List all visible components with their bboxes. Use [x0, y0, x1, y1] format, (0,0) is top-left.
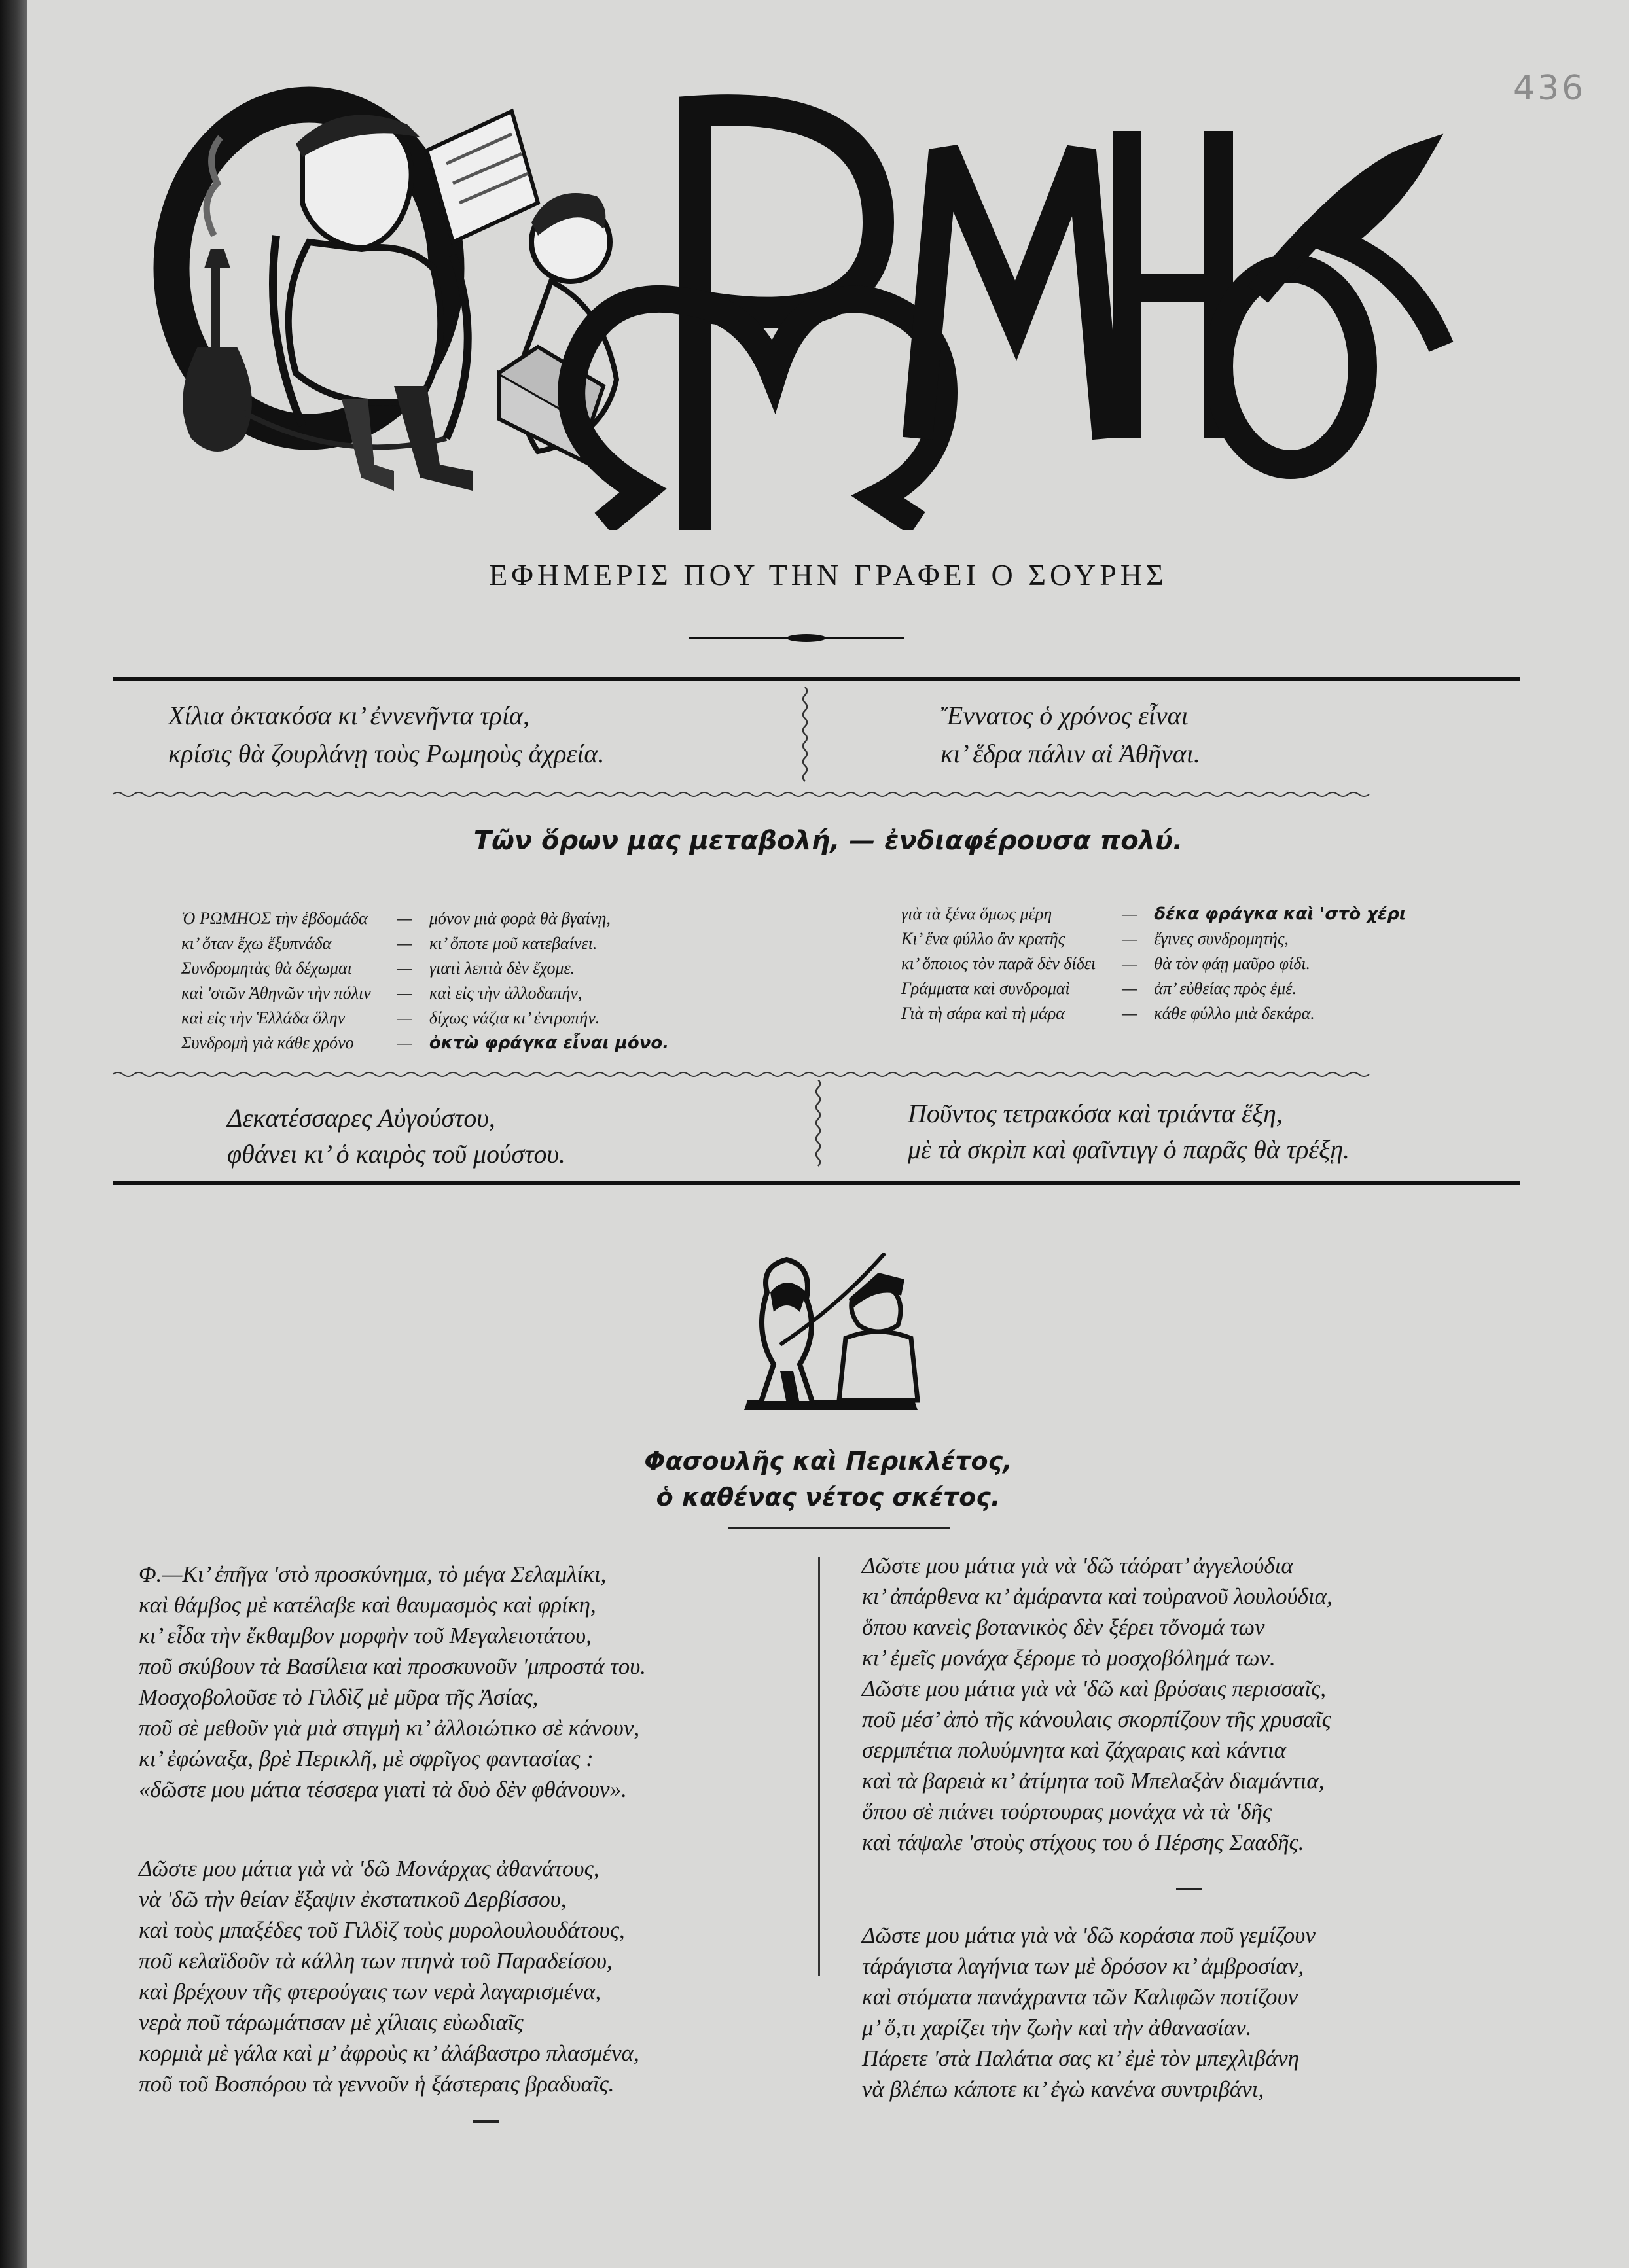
terms-row-first: καὶ 'στῶν Ἀθηνῶν τὴν πόλιν: [181, 983, 371, 1002]
terms-row: [901, 951, 1415, 976]
article-title-line1: Φασουλῆς καὶ Περικλέτος,: [644, 1447, 1012, 1476]
poem-right-stanza1: [862, 1551, 1333, 1858]
poem-line: καὶ τοὺς μπαξέδες τοῦ Γιλδὶζ τοὺς μυρολουλουδάτους,: [139, 1917, 625, 1943]
header-rule-top: [113, 677, 1520, 681]
poem-line: ποῦ κελαϊδοῦν τὰ κάλλη των πτηνὰ τοῦ Παραδείσου,: [139, 1948, 613, 1974]
date-right-line2: κι’ ἕδρα πάλιν αἱ Ἀθῆναι.: [940, 739, 1200, 768]
terms-row: [181, 906, 678, 931]
terms-row-second: ἀπ’ εὐθείας πρὸς ἐμέ.: [1154, 979, 1297, 998]
terms-row-first: Συνδρομητὰς θὰ δέχωμαι: [181, 959, 352, 978]
poem-line: κι’ εἶδα τὴν ἔκθαμβον μορφὴν τοῦ Μεγαλειοτάτου,: [139, 1623, 592, 1648]
terms-row-second: δέκα φράγκα καὶ 'στὸ χέρι: [1154, 904, 1406, 924]
poem-line: νὰ βλέπω κάποτε κι’ ἐγὼ κανένα συντριβάνι,: [862, 2076, 1264, 2102]
masthead-letter-eta: [1127, 131, 1219, 438]
poem-line: τάράγιστα λαγήνια των μὲ δρόσον κι’ ἀμβροσίαν,: [862, 1953, 1304, 1979]
poem-left-stanza2: [139, 1854, 639, 2100]
terms-row-dash: —: [1122, 929, 1137, 948]
poem-line: Δῶστε μου μάτια γιὰ νὰ 'δῶ Μονάρχας ἀθανάτους,: [139, 1856, 600, 1881]
terms-row-dash: —: [1122, 1004, 1137, 1023]
ornament-divider: [689, 631, 904, 645]
terms-heading: Τῶν ὅρων μας μεταβολή, — ἐνδιαφέρουσα πολύ.: [473, 826, 1183, 856]
poem-line: ὅπου σὲ πιάνει τούρτουρας μονάχα νὰ τὰ 'δῆς: [862, 1799, 1272, 1824]
terms-row: [181, 1006, 678, 1031]
terms-row: [181, 981, 678, 1006]
terms-row-dash: —: [397, 909, 412, 928]
terms-row-second: δίχως νάζια κι’ ἐντροπήν.: [429, 1008, 600, 1027]
terms-row-second: μόνον μιὰ φορὰ θὰ βγαίνῃ,: [429, 909, 611, 928]
wavy-rule-1: [113, 790, 1520, 799]
newspaper-page: [27, 0, 1629, 2268]
poem-line: ποῦ σκύβουν τὰ Βασίλεια καὶ προσκυνοῦν 'μπροστά του.: [139, 1654, 647, 1679]
terms-row-dash: —: [1122, 979, 1137, 998]
poem-line: καὶ τάψαλε 'στοὺς στίχους του ὁ Πέρσης Σααδῆς.: [862, 1830, 1304, 1855]
poem-line: καὶ στόματα πανάχραντα τῶν Καλιφῶν ποτίζουν: [862, 1984, 1298, 2010]
terms-row-second: ἔγινες συνδρομητής,: [1154, 929, 1289, 948]
terms-row-second: θὰ τὸν φάῃ μαῦρο φίδι.: [1154, 954, 1311, 973]
terms-row-first: κι’ ὅταν ἔχω ἔξυπνάδα: [181, 934, 332, 953]
terms-row-first: Κι’ ἕνα φύλλο ἂν κρατῆς: [901, 929, 1065, 948]
stanza-separator-left: [473, 2120, 499, 2123]
terms-right-table: [901, 902, 1415, 1026]
masthead-letter-omega: [571, 299, 944, 523]
date-divider: [800, 687, 810, 785]
terms-row: [181, 1031, 678, 1055]
poem-line: καὶ τὰ βαρειὰ κι’ ἀτίμητα τοῦ Μπελαξὰν διαμάντια,: [862, 1768, 1325, 1794]
terms-row-first: κι’ ὅποιος τὸν παρᾶ δὲν δίδει: [901, 954, 1096, 973]
terms-row: [901, 1001, 1415, 1026]
poem-line: Δῶστε μου μάτια γιὰ νὰ 'δῶ τάόρατ’ ἀγγελούδια: [862, 1553, 1293, 1578]
masthead-illustration: [145, 72, 1454, 530]
stanza-separator-right: [1176, 1888, 1202, 1890]
terms-row-second: ὀκτὼ φράγκα εἶναι μόνο.: [429, 1033, 670, 1053]
terms-row: [901, 976, 1415, 1001]
terms-row-first: Συνδρομὴ γιὰ κάθε χρόνο: [181, 1033, 354, 1052]
poem-line: κι’ ἀπάρθενα κι’ ἀμάραντα καὶ τοὐρανοῦ λουλούδια,: [862, 1584, 1333, 1609]
poem-line: ποῦ μέσ’ ἀπὸ τῆς κάνουλαις σκορπίζουν τῆς χρυσαῖς: [862, 1707, 1331, 1732]
poem-line: ποῦ τοῦ Βοσπόρου τὰ γεννοῦν ἡ ξάστεραις βραδυαῖς.: [139, 2071, 615, 2097]
masthead-subtitle: ΕΦΗΜΕΡΙΣ ΠΟΥ ΤΗΝ ΓΡΑΦΕΙ Ο ΣΟΥΡΗΣ: [489, 558, 1168, 592]
poem-line: «δῶστε μου μάτια τέσσερα γιατὶ τὰ δυὸ δὲν φθάνουν».: [139, 1777, 627, 1802]
terms-row-dash: —: [397, 1008, 412, 1027]
terms-row-second: κάθε φύλλο μιὰ δεκάρα.: [1154, 1004, 1315, 1023]
terms-row: [181, 956, 678, 981]
issue-left-line1: Δεκατέσσαρες Αὐγούστου,: [227, 1103, 495, 1133]
poem-line: νὰ 'δῶ τὴν θείαν ἔξαψιν ἐκστατικοῦ Δερβίσσου,: [139, 1887, 567, 1912]
poem-line: καὶ θάμβος μὲ κατέλαβε καὶ θαυμασμὸς καὶ φρίκη,: [139, 1592, 596, 1618]
terms-row: [901, 902, 1415, 927]
poem-line: κι’ ἐμεῖς μονάχα ξέρομε τὸ μοσχοβόλημά των.: [862, 1645, 1276, 1671]
title-underline: [728, 1527, 950, 1529]
poem-line: σερμπέτια πολυύμνητα καὶ ζάχαραις καὶ κάντια: [862, 1737, 1286, 1763]
terms-row-dash: —: [397, 959, 412, 978]
poem-line: Πάρετε 'στὰ Παλάτια σας κι’ ἐμὲ τὸν μπεχλιβάνη: [862, 2046, 1299, 2071]
column-divider: [818, 1557, 820, 1976]
terms-row-first: Ὁ ΡΩΜΗΟΣ τὴν ἑβδομάδα: [181, 909, 368, 928]
poem-line: Φ.—Κι’ ἐπῆγα 'στὸ προσκύνημα, τὸ μέγα Σελαμλίκι,: [139, 1561, 607, 1587]
header-rule-bottom: [113, 1181, 1520, 1185]
issue-left-line2: φθάνει κι’ ὁ καιρὸς τοῦ μούστου.: [227, 1139, 565, 1169]
terms-row-second: γιατὶ λεπτὰ δὲν ἔχομε.: [429, 959, 575, 978]
poem-left-stanza1: [139, 1559, 646, 1805]
masthead-letter-omicron-small: [1219, 268, 1363, 465]
terms-left-table: [181, 906, 678, 1055]
date-left-line1: Χίλια ὀκτακόσα κι’ ἐννενῆντα τρία,: [168, 701, 529, 730]
poem-line: Δῶστε μου μάτια γιὰ νὰ 'δῶ κοράσια ποῦ γεμίζουν: [862, 1922, 1316, 1948]
poem-line: καὶ βρέχουν τῆς φτερούγαις των νερὰ λαγαρισμένα,: [139, 1979, 601, 2004]
terms-row: [181, 931, 678, 956]
terms-row-second: καὶ εἰς τὴν ἀλλοδαπήν,: [429, 983, 582, 1002]
date-right-line1: Ἔννατος ὁ χρόνος εἶναι: [940, 701, 1189, 730]
masthead: [145, 72, 1454, 530]
terms-row-first: Γράμματα καὶ συνδρομαὶ: [901, 979, 1070, 998]
issue-right-line2: μὲ τὰ σκρὶπ καὶ φαῖντιγγ ὁ παρᾶς θὰ τρέξῃ.: [908, 1135, 1350, 1164]
terms-row-dash: —: [397, 934, 412, 953]
article-title-line2: ὁ καθένας νέτος σκέτος.: [656, 1483, 1001, 1512]
issue-divider: [813, 1080, 823, 1171]
poem-line: κορμιὰ μὲ γάλα καὶ μ’ ἀφροὺς κι’ ἀλάβαστρο πλασμένα,: [139, 2040, 639, 2066]
page-folio-number: 436: [1513, 69, 1586, 108]
poem-line: ὅπου κανεὶς βοτανικὸς δὲν ξέρει τὄνομά των: [862, 1614, 1265, 1640]
terms-row: [901, 927, 1415, 951]
poem-line: ποῦ σὲ μεθοῦν γιὰ μιὰ στιγμὴ κι’ ἀλλοιώτικο σὲ κάνουν,: [139, 1715, 640, 1741]
fasoulis-periklis-cartoon-icon: [741, 1253, 957, 1417]
terms-row-second: κι’ ὅποτε μοῦ κατεβαίνει.: [429, 934, 598, 953]
date-left-line2: κρίσις θὰ ζουρλάνῃ τοὺς Ρωμηοὺς ἀχρεία.: [168, 739, 605, 768]
terms-row-dash: —: [397, 983, 412, 1002]
terms-row-dash: —: [1122, 954, 1137, 973]
binding-edge: [0, 0, 27, 2268]
poem-line: Δῶστε μου μάτια γιὰ νὰ 'δῶ καὶ βρύσαις περισσαῖς,: [862, 1676, 1326, 1701]
poem-line: κι’ ἐφώναξα, βρὲ Περικλῆ, μὲ σφρῖγος φαντασίας :: [139, 1746, 594, 1771]
poem-right-stanza2: [862, 1921, 1316, 2105]
terms-row-dash: —: [1122, 904, 1137, 923]
terms-row-first: Γιὰ τὴ σάρα καὶ τὴ μάρα: [901, 1004, 1065, 1023]
terms-row-first: γιὰ τὰ ξένα ὅμως μέρη: [901, 904, 1052, 923]
issue-right-line1: Ποῦντος τετρακόσα καὶ τριάντα ἕξη,: [908, 1099, 1283, 1128]
wavy-rule-2: [113, 1070, 1520, 1079]
terms-row-dash: —: [397, 1033, 412, 1052]
poem-line: μ’ ὅ,τι χαρίζει τὴν ζωὴν καὶ τὴν ἀθανασίαν.: [862, 2015, 1252, 2040]
terms-row-first: καὶ εἰς τὴν Ἑλλάδα ὅλην: [181, 1008, 346, 1027]
poem-line: Μοσχοβολοῦσε τὸ Γιλδὶζ μὲ μῦρα τῆς Ἀσίας,: [139, 1684, 539, 1710]
poem-line: νερὰ ποῦ τάρωμάτισαν μὲ χίλιαις εὐωδιαῖς: [139, 2010, 524, 2035]
